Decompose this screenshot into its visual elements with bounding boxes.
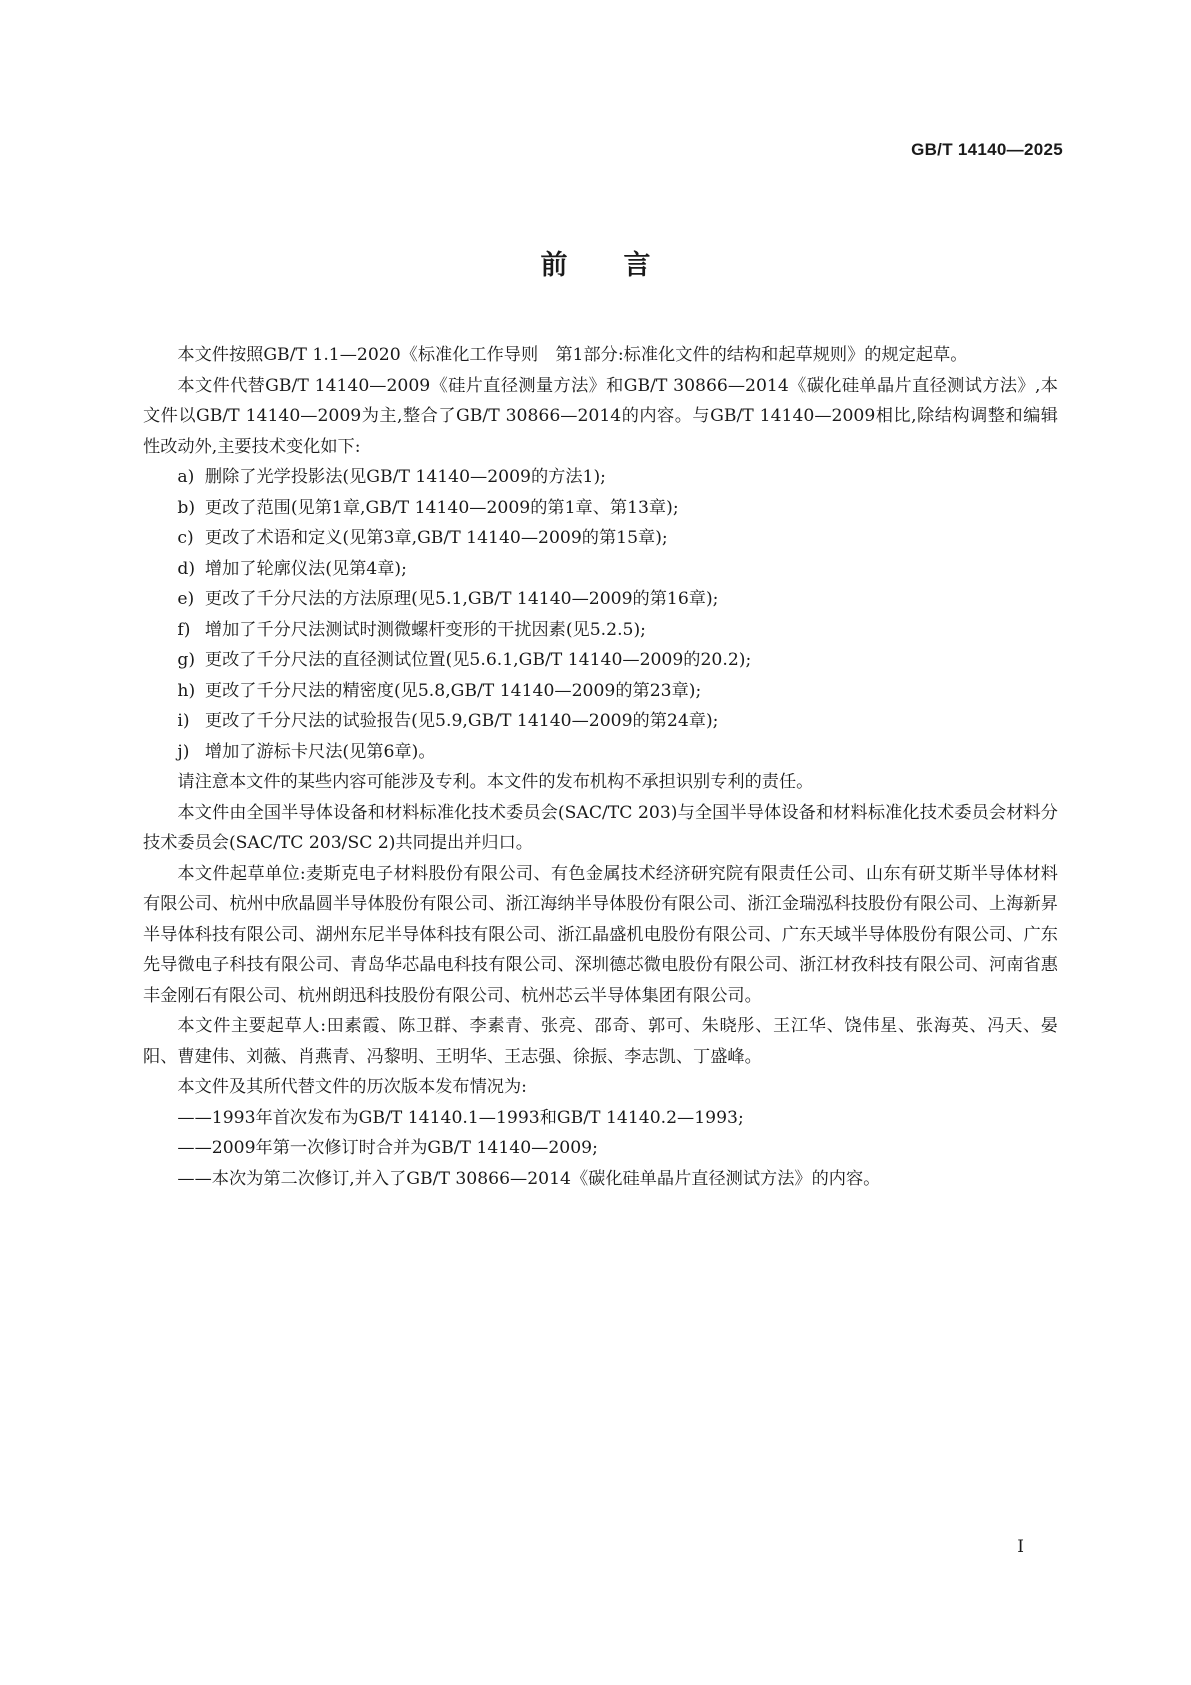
list-marker: a)	[177, 467, 195, 487]
list-marker: h)	[177, 680, 196, 701]
list-item-text: 更改了千分尺法的直径测试位置(见5.6.1,GB/T 14140—2009的20.2);	[204, 650, 752, 670]
history-item: ——1993年首次发布为GB/T 14140.1—1993和GB/T 14140.2—1993;	[177, 1107, 744, 1128]
list-marker: b)	[177, 497, 196, 518]
list-marker: d)	[177, 558, 196, 579]
list-item	[143, 645, 1058, 676]
list-item-text: 增加了轮廓仪法(见第4章);	[204, 558, 407, 579]
list-item-text: 更改了千分尺法的试验报告(见5.9,GB/T 14140—2009的第24章);	[204, 711, 719, 731]
history-intro-paragraph: 本文件及其所代替文件的历次版本发布情况为:	[177, 1077, 527, 1097]
list-marker: i)	[177, 711, 190, 731]
list-item-text: 删除了光学投影法(见GB/T 14140—2009的方法1);	[204, 467, 606, 487]
technical-changes-list	[143, 462, 1058, 767]
list-item	[143, 706, 1058, 737]
list-marker: e)	[177, 589, 195, 609]
list-item	[143, 737, 1058, 768]
list-item	[143, 676, 1058, 707]
standard-number: GB/T 14140—2025	[911, 140, 1063, 159]
list-item-text: 更改了千分尺法的方法原理(见5.1,GB/T 14140—2009的第16章);	[204, 589, 719, 609]
version-history-list	[143, 1103, 1058, 1195]
list-item	[143, 523, 1058, 554]
history-item: ——2009年第一次修订时合并为GB/T 14140—2009;	[177, 1138, 598, 1158]
list-item	[143, 493, 1058, 524]
list-item-text: 更改了术语和定义(见第3章,GB/T 14140—2009的第15章);	[204, 528, 668, 548]
page-title: 前言	[540, 250, 707, 281]
history-item: ——本次为第二次修订,并入了GB/T 30866—2014《碳化硅单晶片直径测试方法》的内容。	[177, 1168, 881, 1189]
drafters-paragraph: 本文件主要起草人:田素霞、陈卫群、李素青、张亮、邵奇、郭可、朱晓彤、王江华、饶伟星、张海英、冯天、晏阳、曹建伟、刘薇、肖燕青、冯黎明、王明华、王志强、徐振、李志凯、丁盛峰。	[143, 1016, 1058, 1067]
list-item-text: 更改了千分尺法的精密度(见5.8,GB/T 14140—2009的第23章);	[204, 680, 702, 701]
list-marker: c)	[177, 528, 194, 548]
drafting-units-paragraph: 本文件起草单位:麦斯克电子材料股份有限公司、有色金属技术经济研究院有限责任公司、山东有研艾斯半导体材料有限公司、杭州中欣晶圆半导体股份有限公司、浙江海纳半导体股份有限公司、浙江金瑞泓科技股份有限公司、上海新昇半导体科技有限公司、湖州东尼半导体科技有限公司、浙江晶盛机电股份有限公司、广东天域半导体股份有限公司、广东先导微电子科技有限公司、青岛华芯晶电科技有限公司、深圳德芯微电股份有限公司、浙江材孜科技有限公司、河南省惠丰金刚石有限公司、杭州朗迅科技股份有限公司、杭州芯云半导体集团有限公司。	[143, 863, 1058, 1006]
list-item	[143, 584, 1058, 615]
list-item	[143, 615, 1058, 646]
patent-notice-paragraph: 请注意本文件的某些内容可能涉及专利。本文件的发布机构不承担识别专利的责任。	[177, 772, 814, 792]
list-item-text: 增加了千分尺法测试时测微螺杆变形的干扰因素(见5.2.5);	[204, 619, 646, 640]
replacement-paragraph: 本文件代替GB/T 14140—2009《硅片直径测量方法》和GB/T 30866—2014《碳化硅单晶片直径测试方法》,本文件以GB/T 14140—2009为主,整合了GB/T 30866—2014的内容。与GB/T 14140—2009相比,除结构调整和编辑性改动外,主要技术变化如下:	[143, 375, 1058, 457]
proposer-paragraph: 本文件由全国半导体设备和材料标准化技术委员会(SAC/TC 203)与全国半导体设备和材料标准化技术委员会材料分技术委员会(SAC/TC 203/SC 2)共同提出并归口。	[143, 802, 1058, 853]
document-body	[143, 340, 1058, 1194]
list-item	[143, 462, 1058, 493]
list-item	[143, 554, 1058, 585]
list-item-text: 更改了范围(见第1章,GB/T 14140—2009的第1章、第13章);	[204, 497, 679, 518]
drafting-rule-paragraph: 本文件按照GB/T 1.1—2020《标准化工作导则 第1部分:标准化文件的结构和起草规则》的规定起草。	[177, 345, 968, 365]
page-number: I	[1017, 1537, 1024, 1557]
list-item-text: 增加了游标卡尺法(见第6章)。	[204, 741, 436, 762]
list-marker: f)	[177, 619, 191, 640]
list-marker: j)	[177, 741, 190, 762]
list-marker: g)	[177, 650, 196, 670]
